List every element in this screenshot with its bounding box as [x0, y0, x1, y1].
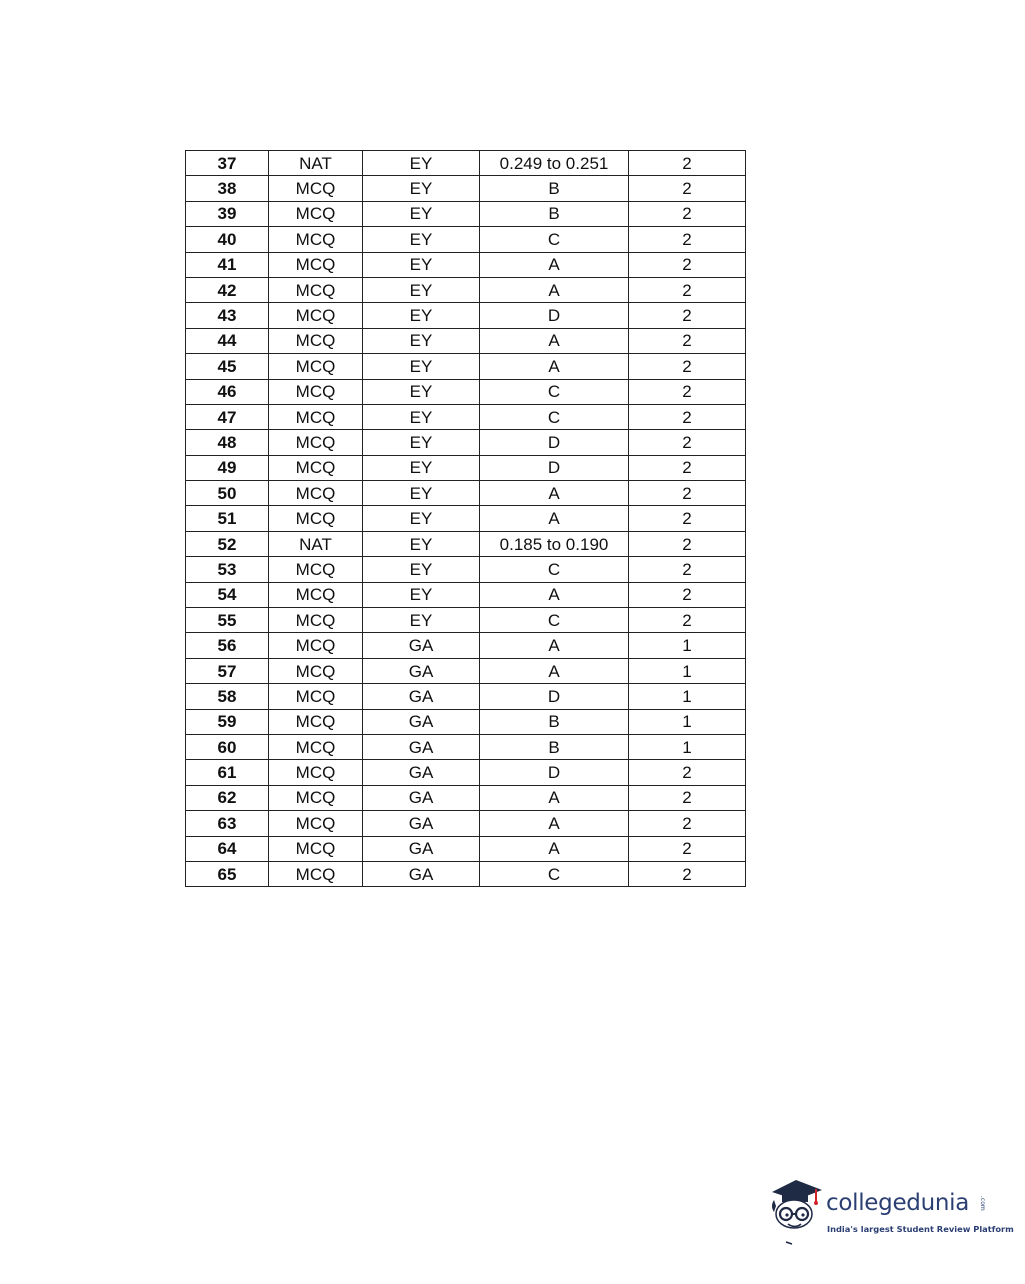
question-type-cell: MCQ [269, 176, 363, 201]
answer-key-table [185, 150, 746, 887]
question-type-cell: MCQ [269, 227, 363, 252]
answer-key-cell: A [480, 328, 629, 353]
answer-key-cell: A [480, 354, 629, 379]
question-type-cell: MCQ [269, 785, 363, 810]
student-mascot-icon [766, 1176, 824, 1248]
section-code-cell: EY [363, 404, 480, 429]
table-row [186, 227, 746, 252]
table-row [186, 531, 746, 556]
question-type-cell: MCQ [269, 404, 363, 429]
section-code-cell: EY [363, 582, 480, 607]
marks-cell: 2 [629, 404, 746, 429]
table-row [186, 557, 746, 582]
answer-key-cell: C [480, 608, 629, 633]
table-row [186, 481, 746, 506]
section-code-cell: GA [363, 658, 480, 683]
marks-cell: 2 [629, 328, 746, 353]
question-type-cell: MCQ [269, 252, 363, 277]
question-number-cell: 58 [186, 684, 269, 709]
question-number-cell: 62 [186, 785, 269, 810]
question-type-cell: MCQ [269, 811, 363, 836]
question-number-cell: 61 [186, 760, 269, 785]
section-code-cell: GA [363, 861, 480, 886]
table-row [186, 252, 746, 277]
table-row [186, 861, 746, 886]
table-row [186, 608, 746, 633]
question-type-cell: MCQ [269, 633, 363, 658]
question-number-cell: 63 [186, 811, 269, 836]
section-code-cell: EY [363, 455, 480, 480]
question-type-cell: MCQ [269, 760, 363, 785]
table-row [186, 354, 746, 379]
question-type-cell: MCQ [269, 608, 363, 633]
answer-key-cell: B [480, 201, 629, 226]
marks-cell: 2 [629, 760, 746, 785]
answer-key-cell: D [480, 430, 629, 455]
table-row [186, 506, 746, 531]
marks-cell: 2 [629, 836, 746, 861]
question-type-cell: MCQ [269, 379, 363, 404]
section-code-cell: EY [363, 354, 480, 379]
answer-key-cell: D [480, 684, 629, 709]
marks-cell: 2 [629, 582, 746, 607]
section-code-cell: EY [363, 506, 480, 531]
table-row [186, 633, 746, 658]
question-type-cell: MCQ [269, 684, 363, 709]
question-type-cell: MCQ [269, 303, 363, 328]
answer-key-cell: C [480, 404, 629, 429]
question-type-cell: MCQ [269, 557, 363, 582]
section-code-cell: EY [363, 176, 480, 201]
section-code-cell: EY [363, 252, 480, 277]
table-row [186, 176, 746, 201]
question-type-cell: MCQ [269, 506, 363, 531]
section-code-cell: EY [363, 201, 480, 226]
question-type-cell: MCQ [269, 455, 363, 480]
marks-cell: 1 [629, 709, 746, 734]
question-type-cell: MCQ [269, 430, 363, 455]
marks-cell: 2 [629, 252, 746, 277]
question-number-cell: 53 [186, 557, 269, 582]
question-number-cell: 59 [186, 709, 269, 734]
table-row [186, 404, 746, 429]
marks-cell: 2 [629, 379, 746, 404]
question-number-cell: 42 [186, 277, 269, 302]
answer-key-cell: 0.249 to 0.251 [480, 151, 629, 176]
question-number-cell: 47 [186, 404, 269, 429]
section-code-cell: GA [363, 760, 480, 785]
answer-key-cell: B [480, 709, 629, 734]
answer-key-cell: A [480, 658, 629, 683]
answer-key-cell: B [480, 176, 629, 201]
marks-cell: 2 [629, 151, 746, 176]
section-code-cell: GA [363, 633, 480, 658]
question-number-cell: 55 [186, 608, 269, 633]
question-number-cell: 39 [186, 201, 269, 226]
marks-cell: 1 [629, 734, 746, 759]
answer-key-cell: A [480, 481, 629, 506]
question-number-cell: 60 [186, 734, 269, 759]
question-number-cell: 65 [186, 861, 269, 886]
table-row [186, 303, 746, 328]
table-row [186, 582, 746, 607]
answer-key-cell: A [480, 506, 629, 531]
question-number-cell: 51 [186, 506, 269, 531]
marks-cell: 2 [629, 481, 746, 506]
table-row [186, 328, 746, 353]
marks-cell: 2 [629, 785, 746, 810]
table-row [186, 455, 746, 480]
section-code-cell: GA [363, 785, 480, 810]
answer-key-cell: C [480, 557, 629, 582]
question-number-cell: 43 [186, 303, 269, 328]
question-type-cell: MCQ [269, 201, 363, 226]
answer-key-cell: D [480, 455, 629, 480]
question-number-cell: 37 [186, 151, 269, 176]
section-code-cell: GA [363, 684, 480, 709]
answer-key-cell: C [480, 227, 629, 252]
brand-name: collegedunia [826, 1190, 970, 1216]
question-number-cell: 46 [186, 379, 269, 404]
table-row [186, 201, 746, 226]
question-number-cell: 40 [186, 227, 269, 252]
question-type-cell: MCQ [269, 277, 363, 302]
section-code-cell: EY [363, 531, 480, 556]
marks-cell: 1 [629, 658, 746, 683]
answer-key-cell: C [480, 379, 629, 404]
answer-key-rows [186, 151, 746, 887]
answer-key-cell: A [480, 811, 629, 836]
question-type-cell: MCQ [269, 734, 363, 759]
marks-cell: 1 [629, 633, 746, 658]
marks-cell: 2 [629, 354, 746, 379]
section-code-cell: EY [363, 151, 480, 176]
brand-domain-suffix: .com [979, 1196, 986, 1211]
marks-cell: 2 [629, 201, 746, 226]
section-code-cell: EY [363, 227, 480, 252]
answer-key-cell: A [480, 836, 629, 861]
question-type-cell: MCQ [269, 582, 363, 607]
marks-cell: 1 [629, 684, 746, 709]
question-type-cell: MCQ [269, 328, 363, 353]
section-code-cell: EY [363, 481, 480, 506]
section-code-cell: EY [363, 277, 480, 302]
marks-cell: 2 [629, 227, 746, 252]
question-number-cell: 52 [186, 531, 269, 556]
question-type-cell: MCQ [269, 658, 363, 683]
table-row [186, 785, 746, 810]
answer-key-cell: A [480, 785, 629, 810]
section-code-cell: EY [363, 608, 480, 633]
answer-key-cell: A [480, 277, 629, 302]
question-type-cell: MCQ [269, 354, 363, 379]
question-number-cell: 56 [186, 633, 269, 658]
question-number-cell: 48 [186, 430, 269, 455]
table-row [186, 684, 746, 709]
question-number-cell: 38 [186, 176, 269, 201]
section-code-cell: EY [363, 430, 480, 455]
table-row [186, 734, 746, 759]
table-row [186, 379, 746, 404]
marks-cell: 2 [629, 303, 746, 328]
question-number-cell: 45 [186, 354, 269, 379]
collegedunia-logo [766, 1176, 1014, 1248]
section-code-cell: EY [363, 303, 480, 328]
question-number-cell: 54 [186, 582, 269, 607]
question-number-cell: 57 [186, 658, 269, 683]
table-row [186, 151, 746, 176]
table-row [186, 836, 746, 861]
answer-key-cell: C [480, 861, 629, 886]
section-code-cell: EY [363, 328, 480, 353]
marks-cell: 2 [629, 608, 746, 633]
table-row [186, 658, 746, 683]
answer-key-cell: B [480, 734, 629, 759]
question-number-cell: 50 [186, 481, 269, 506]
brand-tagline: India's largest Student Review Platform [827, 1224, 1014, 1234]
question-number-cell: 49 [186, 455, 269, 480]
question-type-cell: MCQ [269, 836, 363, 861]
section-code-cell: EY [363, 379, 480, 404]
question-number-cell: 44 [186, 328, 269, 353]
marks-cell: 2 [629, 506, 746, 531]
answer-key-cell: A [480, 582, 629, 607]
answer-key-cell: A [480, 633, 629, 658]
question-type-cell: MCQ [269, 861, 363, 886]
section-code-cell: GA [363, 811, 480, 836]
table-row [186, 277, 746, 302]
question-type-cell: MCQ [269, 481, 363, 506]
table-row [186, 709, 746, 734]
table-row [186, 811, 746, 836]
table-row [186, 430, 746, 455]
marks-cell: 2 [629, 430, 746, 455]
marks-cell: 2 [629, 176, 746, 201]
question-type-cell: NAT [269, 531, 363, 556]
section-code-cell: GA [363, 734, 480, 759]
marks-cell: 2 [629, 277, 746, 302]
answer-key-cell: 0.185 to 0.190 [480, 531, 629, 556]
marks-cell: 2 [629, 557, 746, 582]
section-code-cell: EY [363, 557, 480, 582]
marks-cell: 2 [629, 811, 746, 836]
answer-key-cell: A [480, 252, 629, 277]
question-number-cell: 41 [186, 252, 269, 277]
answer-key-cell: D [480, 760, 629, 785]
marks-cell: 2 [629, 861, 746, 886]
question-type-cell: NAT [269, 151, 363, 176]
answer-key-cell: D [480, 303, 629, 328]
table-row [186, 760, 746, 785]
question-number-cell: 64 [186, 836, 269, 861]
section-code-cell: GA [363, 709, 480, 734]
question-type-cell: MCQ [269, 709, 363, 734]
marks-cell: 2 [629, 531, 746, 556]
marks-cell: 2 [629, 455, 746, 480]
section-code-cell: GA [363, 836, 480, 861]
